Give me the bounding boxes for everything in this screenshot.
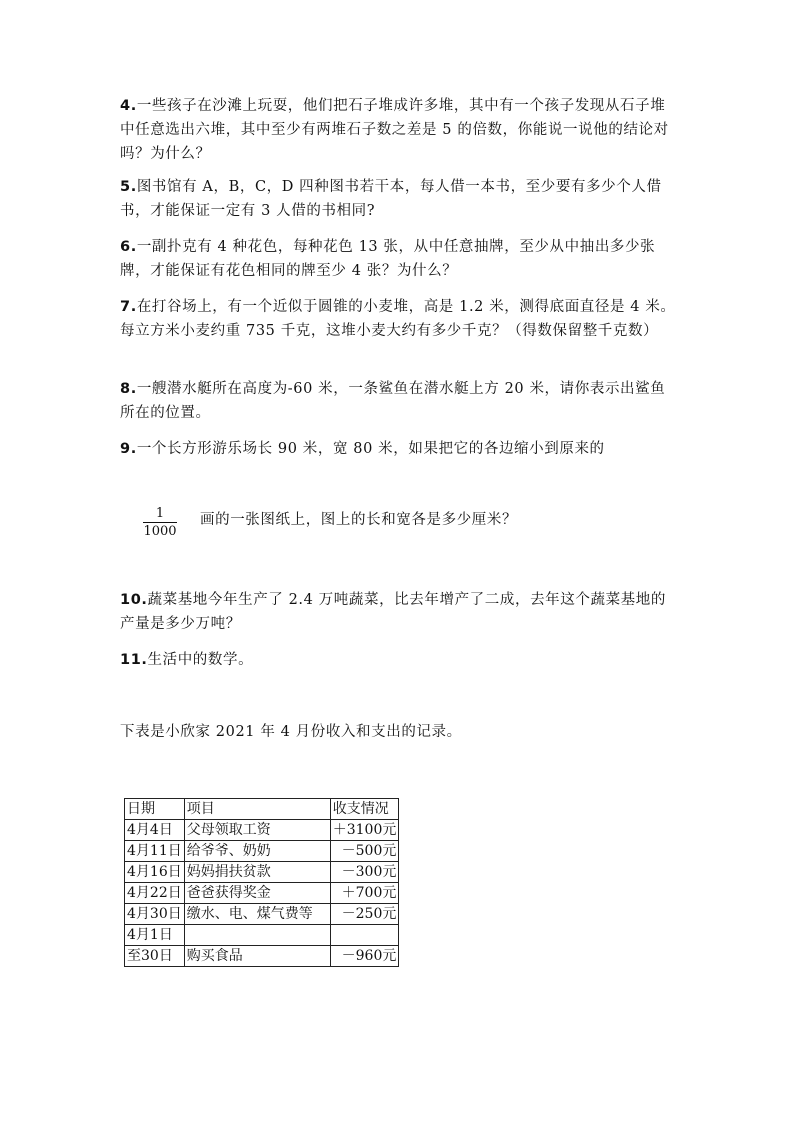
header-item: 项目 [184,799,330,820]
header-amount: 收支情况 [330,799,399,820]
question-number: 6. [120,239,137,255]
table-row [125,904,399,925]
cell-item: 妈妈捐扶贫款 [184,862,330,883]
cell-item: 父母领取工资 [184,820,330,841]
cell-date: 4月11日 [125,841,185,862]
cell-amount: －300元 [330,862,399,883]
table-row [125,925,399,946]
question-8 [120,377,676,425]
table-row [125,862,399,883]
cell-item: 购买食品 [184,946,330,967]
table-row [125,841,399,862]
fraction-numerator: 1 [155,506,165,521]
question-10 [120,588,676,636]
question-number: 10. [120,592,148,608]
income-expense-table [124,798,399,967]
question-number: 8. [120,381,137,397]
question-7 [120,295,676,343]
question-text: 一艘潜水艇所在高度为-60 米，一条鲨鱼在潜水艇上方 20 米，请你表示出鲨鱼所在的位置。 [120,381,666,421]
cell-date: 4月30日 [125,904,185,925]
fraction [143,506,177,539]
question-5 [120,175,676,223]
table-header-row [125,799,399,820]
table-row [125,946,399,967]
question-9-continuation: 画的一张图纸上，图上的长和宽各是多少厘米？ [200,512,518,528]
cell-amount: －500元 [330,841,399,862]
question-6 [120,235,676,283]
cell-date: 至30日 [125,946,185,967]
question-text: 生活中的数学。 [147,652,254,668]
question-text: 一副扑克有 4 种花色，每种花色 13 张，从中任意抽牌，至少从中抽出多少张牌，才能保证有花色相同的牌至少 4 张？为什么？ [120,239,656,279]
fraction-bar [143,522,177,523]
cell-item: 爸爸获得奖金 [184,883,330,904]
question-9 [120,437,676,461]
question-text: 一些孩子在沙滩上玩耍，他们把石子堆成许多堆，其中有一个孩子发现从石子堆中任意选出六堆，其中至少有两堆石子数之差是 5 的倍数，你能说一说他的结论对吗？为什么？ [120,98,669,162]
question-text: 一个长方形游乐场长 90 米，宽 80 米，如果把它的各边缩小到原来的 [136,441,605,457]
question-4 [120,94,676,166]
cell-item [184,925,330,946]
cell-amount: －960元 [330,946,399,967]
fraction-denominator: 1000 [143,524,177,539]
header-date: 日期 [125,799,185,820]
table-row [125,883,399,904]
cell-amount: ＋700元 [330,883,399,904]
cell-date: 4月22日 [125,883,185,904]
question-text: 蔬菜基地今年生产了 2.4 万吨蔬菜，比去年增产了二成，去年这个蔬菜基地的产量是多少万吨？ [120,592,666,632]
question-number: 7. [120,299,137,315]
table-intro: 下表是小欣家 2021 年 4 月份收入和支出的记录。 [120,724,462,740]
table-row [125,820,399,841]
question-number: 11. [120,652,148,668]
cell-item: 给爷爷、奶奶 [184,841,330,862]
question-11 [120,648,676,672]
cell-amount: ＋3100元 [330,820,399,841]
cell-date: 4月1日 [125,925,185,946]
cell-date: 4月4日 [125,820,185,841]
question-number: 5. [120,179,137,195]
question-number: 9. [120,441,137,457]
question-text: 图书馆有 A，B，C，D 四种图书若干本，每人借一本书，至少要有多少个人借书，才能保证一定有 3 人借的书相同? [120,179,662,219]
question-number: 4. [120,98,137,114]
cell-amount [330,925,399,946]
cell-date: 4月16日 [125,862,185,883]
cell-amount: －250元 [330,904,399,925]
cell-item: 缴水、电、煤气费等 [184,904,330,925]
question-text: 在打谷场上，有一个近似于圆锥的小麦堆，高是 1.2 米，测得底面直径是 4 米。每立方米小麦约重 735 千克，这堆小麦大约有多少千克？（得数保留整千克数） [120,299,676,339]
